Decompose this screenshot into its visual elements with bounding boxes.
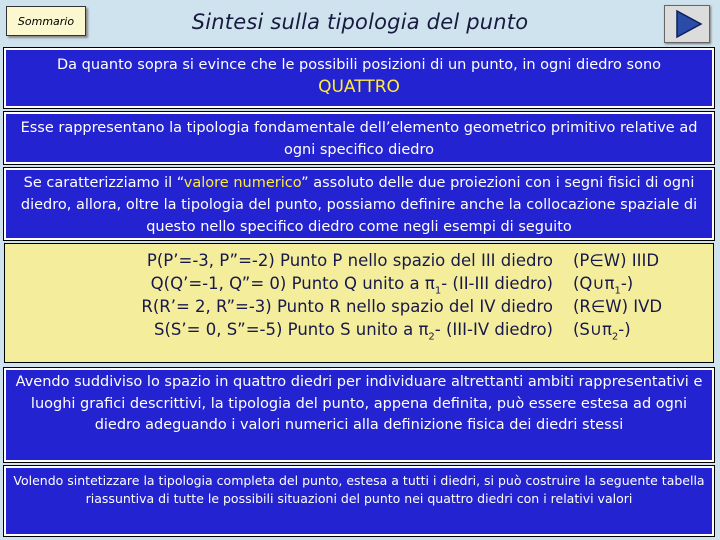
diedri-box xyxy=(4,368,714,462)
tabella-text: Volendo sintetizzare la tipologia completa del punto, estesa a tutti i diedri, si può costruire la seguente tabella riassuntiva di tutte le possibili situazioni del punto nei quattro diedri con i relativi valori xyxy=(13,473,705,506)
valore-numerico-paragraph xyxy=(6,170,712,238)
tipologia-box xyxy=(4,112,714,164)
valore-post: ” assoluto delle due proiezioni con i segni fisici di ogni diedro, allora, oltre la tipologia del punto, possiamo definire anche la collocazione spaziale di questo nello specifico diedro come negli esempi di seguito xyxy=(20,175,698,235)
tipologia-text: Esse rappresentano la tipologia fondamentale dell’elemento geometrico primitivo relative ad ogni specifico diedro xyxy=(20,120,698,158)
example-row xyxy=(5,273,713,295)
example-s-left: S(S’= 0, S”=-5) Punto S unito a $\pi_2-$ (III-IV diedro) xyxy=(154,320,553,343)
next-slide-button[interactable] xyxy=(664,5,710,43)
example-q-right: $(Q\cup\pi_1-)$ xyxy=(573,274,634,297)
examples-panel xyxy=(4,243,714,363)
quattro-emphasis: QUATTRO xyxy=(318,77,400,97)
example-row xyxy=(5,296,713,318)
tabella-box xyxy=(4,466,714,536)
example-q-left: Q(Q’=-1, Q”= 0) Punto Q unito a $\pi_1-$ (II-III diedro) xyxy=(150,274,553,297)
valore-numerico-box xyxy=(4,168,714,240)
diedri-text: Avendo suddiviso lo spazio in quattro diedri per individuare altrettanti ambiti rappresentativi e luoghi grafici descrittivi, la tipologia del punto, appena definita, può essere estesa ad ogni diedro adeguando i valori numerici alla definizione fisica dei diedri stessi xyxy=(15,374,703,433)
example-p-left: P(P’=-3, P”=-2) Punto P nello spazio del III diedro xyxy=(146,251,553,270)
sommario-label: Sommario xyxy=(17,14,75,28)
example-r-right: (R∈W) IVD xyxy=(573,297,663,316)
intro-text: Da quanto sopra si evince che le possibili posizioni di un punto, in ogni diedro sono xyxy=(56,57,662,73)
example-r-left: R(R’= 2, R”=-3) Punto R nello spazio del IV diedro xyxy=(141,297,553,316)
example-s-right: $(S\cup\pi_2-)$ xyxy=(573,320,631,343)
play-triangle-icon xyxy=(665,6,709,42)
intro-box xyxy=(4,48,714,108)
sommario-button[interactable] xyxy=(6,6,86,36)
page-title: Sintesi sulla tipologia del punto xyxy=(191,10,529,34)
example-row xyxy=(5,319,713,341)
example-p-right: (P∈W) IIID xyxy=(573,251,660,270)
valore-pre: Se caratterizziamo il “ xyxy=(23,175,184,191)
example-row xyxy=(5,250,713,272)
valore-numerico-highlight: valore numerico xyxy=(183,175,302,191)
